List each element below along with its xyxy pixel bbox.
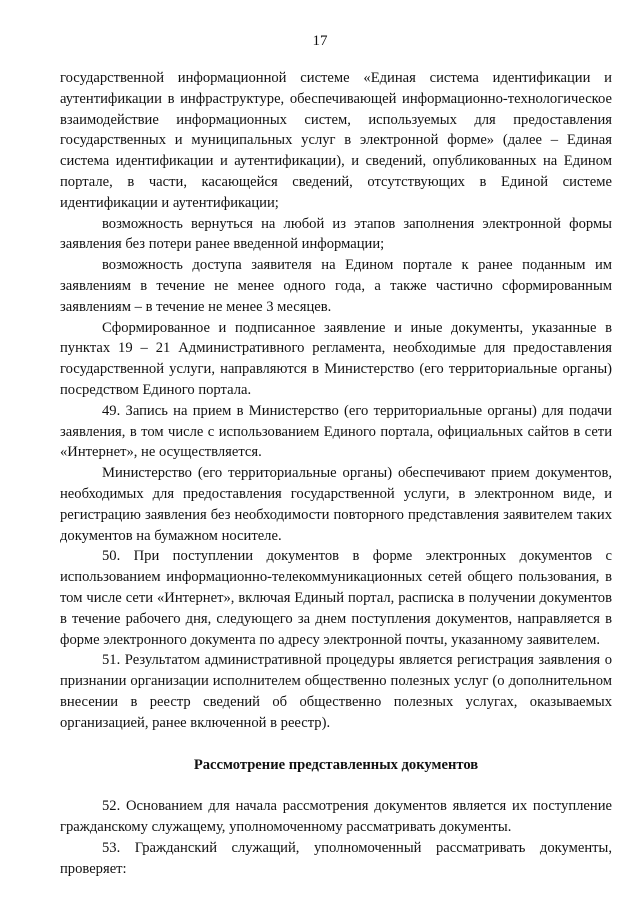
page-number: 17 [312, 33, 328, 49]
section-heading: Рассмотрение представленных документов [193, 756, 479, 773]
paragraph-52-basis: 52. Основанием для начала рассмотрения документов является их поступление гражданскому служащему, уполномоченному рассматривать документы. [60, 798, 612, 836]
paragraph-return-to-step: возможность вернуться на любой из этапов заполнения электронной формы заявления без потери ранее введенной информации; [60, 215, 612, 253]
paragraph-ministry-acceptance: Министерство (его территориальные органы) обеспечивают прием документов, необходимых для предоставления государственной услуги, в электронном виде, и регистрацию заявления без необходимости повторного представления заявителем таких документов на бумажном носителе. [60, 465, 612, 544]
paragraph-53-checks: 53. Гражданский служащий, уполномоченный рассматривать документы, проверяет: [60, 839, 612, 877]
document-body [60, 68, 612, 879]
paragraph-access-to-applications: возможность доступа заявителя на Едином портале к ранее поданным им заявлениям в течение не менее одного года, а также частично сформированным заявлениям – в течение не менее 3 месяцев. [60, 257, 612, 315]
paragraph-51-result: 51. Результатом административной процедуры является регистрация заявления о признании организации исполнителем общественно полезных услуг (о дополнительном внесении в реестр сведений об общественно полезных услугах, оказываемых организацией, ранее включенной в реестр). [60, 652, 612, 731]
paragraph-50-receipt: 50. При поступлении документов в форме электронных документов с использованием информационно-телекоммуникационных сетей общего пользования, в том числе сети «Интернет», включая Единый портал, расписка в получении документов в течение рабочего дня, следующего за днем поступления документов, направляется в форме электронного документа по адресу электронной почты, указанному заявителем. [60, 548, 612, 648]
paragraph-49-appointment: 49. Запись на прием в Министерство (его территориальные органы) для подачи заявления, в том числе с использованием Единого портала, официальных сайтов в сети «Интернет», не осуществляется. [60, 402, 612, 461]
paragraph-continuation-identification-system: государственной информационной системе «Единая система идентификации и аутентификации в инфраструктуре, обеспечивающей информационно-технологическое взаимодействие информационных систем, используемых для предоставления государственных и муниципальных услуг в электронной форме» (далее – Единая система идентификации и аутентификации), и сведений, опубликованных на Едином портале, в части, касающейся сведений, отсутствующих в Единой системе идентификации и аутентификации; [60, 70, 612, 211]
paragraph-formed-application: Сформированное и подписанное заявление и иные документы, указанные в пунктах 19 – 21 Административного регламента, необходимые для предоставления государственной услуги, направляются в Министерство (его территориальные органы) посредством Единого портала. [60, 319, 612, 398]
